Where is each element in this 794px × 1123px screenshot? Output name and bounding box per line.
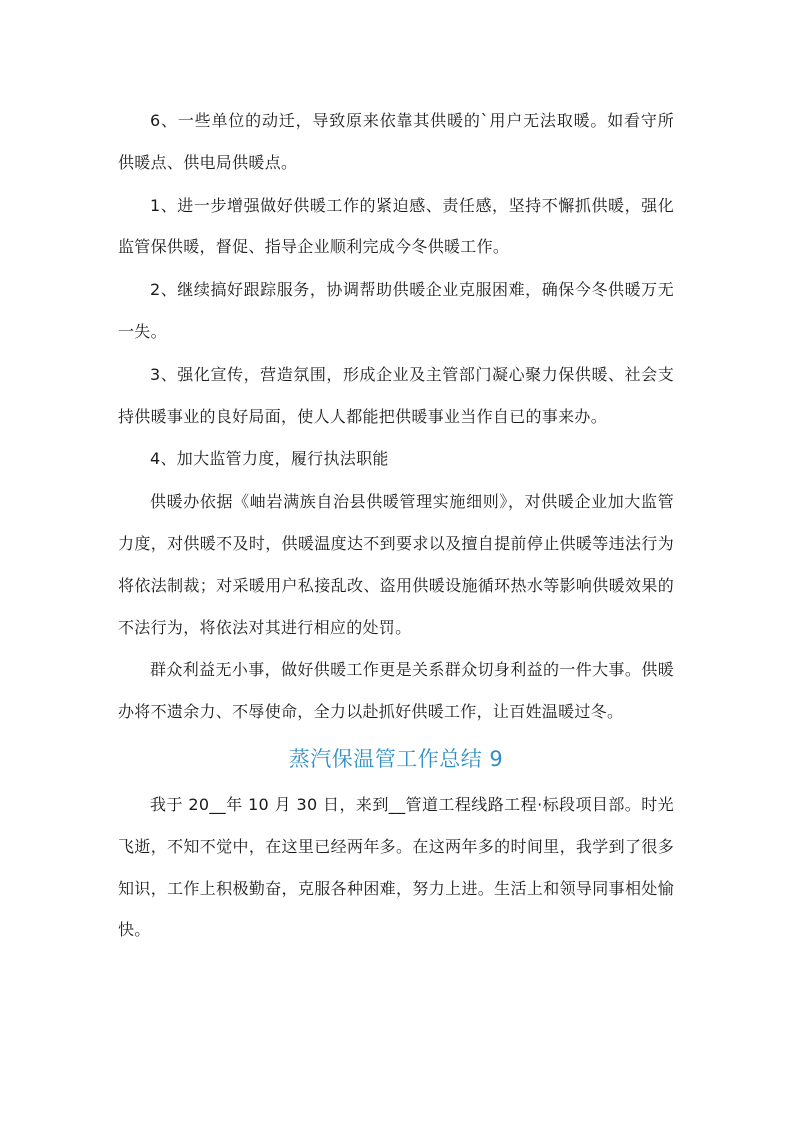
paragraph-conclusion: 群众利益无小事，做好供暖工作更是关系群众切身利益的一件大事。供暖办将不遗余力、不辱使命，全力以赴抓好供暖工作，让百姓温暖过冬。 (118, 660, 674, 722)
paragraph-measure-4: 4、加大监管力度，履行执法职能 (150, 449, 389, 469)
paragraph-measure-2: 2、继续搞好跟踪服务，协调帮助供暖企业克服困难，确保今冬供暖万无一失。 (118, 280, 674, 341)
paragraph-measure-1: 1、进一步增强做好供暖工作的紧迫感、责任感，坚持不懈抓供暖，强化监管保供暖，督促、指导企业顺利完成今冬供暖工作。 (118, 195, 674, 257)
paragraph-regulation: 供暖办依据《岫岩满族自治县供暖管理实施细则》，对供暖企业加大监管力度，对供暖不及时，供暖温度达不到要求以及擅自提前停止供暖等违法行为将依法制裁；对采暖用户私接乱改、盗用供暖设施循环热水等影响供暖效果的不法行为，将依法对其进行相应的处罚。 (118, 492, 674, 637)
section-heading: 蒸汽保温管工作总结 9 (288, 746, 504, 771)
paragraph-item-6-relocation: 6、一些单位的动迁，导致原来依靠其供暖的`用户无法取暖。如看守所供暖点、供电局供暖点。 (118, 111, 674, 172)
document-body (118, 100, 674, 952)
paragraph-measure-3: 3、强化宣传，营造氛围，形成企业及主管部门凝心聚力保供暖、社会支持供暖事业的良好局面，使人人都能把供暖事业当作自已的事来办。 (118, 364, 674, 426)
paragraph-intro: 我于 20__年 10 月 30 日，来到__管道工程线路工程·标段项目部。时光飞逝，不知不觉中，在这里已经两年多。在这两年多的时间里，我学到了很多知识，工作上积极勤奋，克服各种困难，努力上进。生活上和领导同事相处愉快。 (118, 794, 674, 940)
